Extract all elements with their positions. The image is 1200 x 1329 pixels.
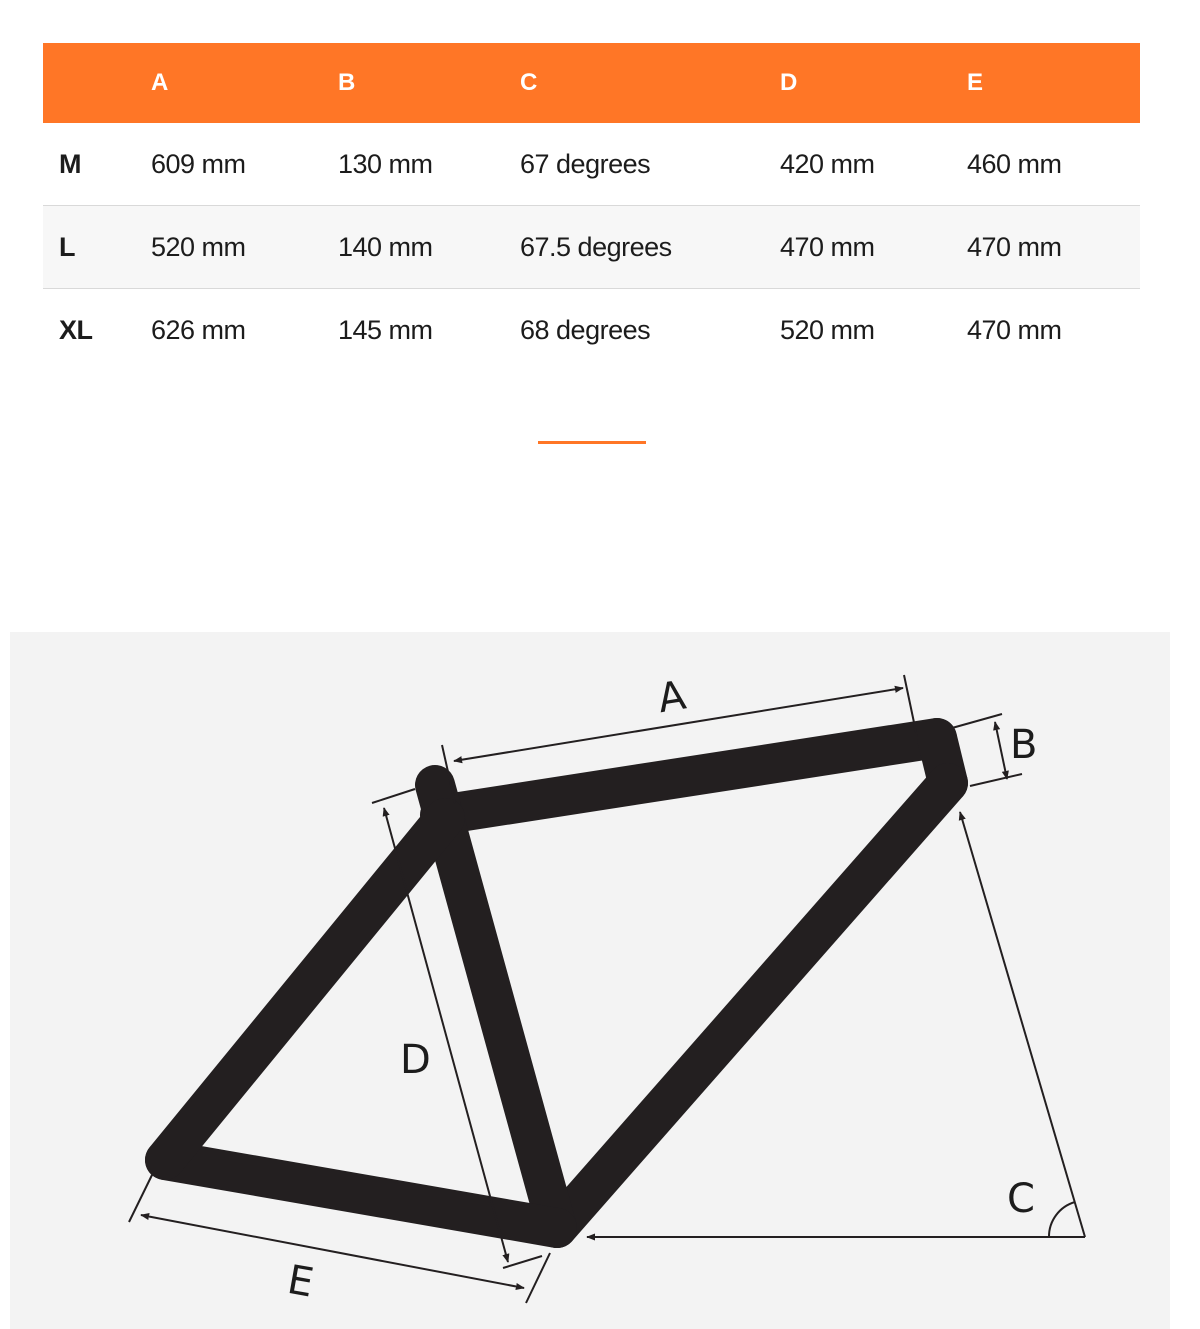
cell-c: 67 degrees: [520, 148, 651, 179]
down-tube: [557, 783, 948, 1228]
size-cell: L: [43, 206, 151, 289]
section-divider: [538, 441, 646, 444]
cell-e: 460 mm: [967, 148, 1062, 179]
label-b: B: [1010, 722, 1038, 768]
header-e: E: [967, 43, 1140, 123]
table-row: [43, 289, 1140, 372]
cell-c: 67.5 degrees: [520, 206, 780, 289]
dimension-b-line: [995, 722, 1007, 779]
size-cell: M: [59, 148, 81, 179]
cell-b: 145 mm: [338, 289, 520, 372]
geometry-table: [43, 43, 1140, 371]
frame-diagram-panel: [10, 632, 1170, 1329]
cell-c: 68 degrees: [520, 289, 780, 372]
cell-d: 420 mm: [780, 148, 875, 179]
cell-d: 520 mm: [780, 289, 967, 372]
cell-a: 520 mm: [151, 206, 338, 289]
dimension-d-tick-top: [372, 789, 415, 803]
header-c: C: [520, 43, 780, 123]
label-e: E: [284, 1256, 317, 1307]
dimension-b-tick-top: [952, 714, 1002, 728]
table-row: [43, 123, 1140, 206]
cell-b: 140 mm: [338, 206, 520, 289]
cell-d: 470 mm: [780, 206, 967, 289]
cell-e: 470 mm: [967, 289, 1140, 372]
label-d: D: [400, 1037, 431, 1083]
top-tube: [440, 738, 937, 815]
seat-stay: [165, 818, 445, 1160]
dimension-c-head-line: [960, 812, 1085, 1237]
frame-geometry-diagram: [10, 632, 1170, 1329]
table-row: [43, 206, 1140, 289]
cell-e: 470 mm: [967, 206, 1140, 289]
table-header-row: [43, 43, 1140, 123]
dimension-e-tick-left: [129, 1175, 152, 1222]
header-b: B: [338, 43, 520, 123]
dimension-c-angle-arc: [1049, 1202, 1075, 1237]
seat-tube: [435, 785, 557, 1228]
chain-stay: [165, 1160, 557, 1228]
header-d: D: [780, 43, 967, 123]
bike-frame: [165, 738, 948, 1228]
dimension-d-tick-bottom: [503, 1256, 542, 1268]
cell-a: 626 mm: [151, 289, 338, 372]
label-c: C: [1007, 1176, 1035, 1222]
size-cell: XL: [43, 289, 151, 372]
label-a: A: [654, 672, 689, 723]
cell-a: 609 mm: [151, 148, 246, 179]
dimension-b-tick-bottom: [970, 774, 1022, 786]
cell-b: 130 mm: [338, 148, 433, 179]
header-size: [43, 43, 151, 123]
header-a: A: [151, 43, 338, 123]
